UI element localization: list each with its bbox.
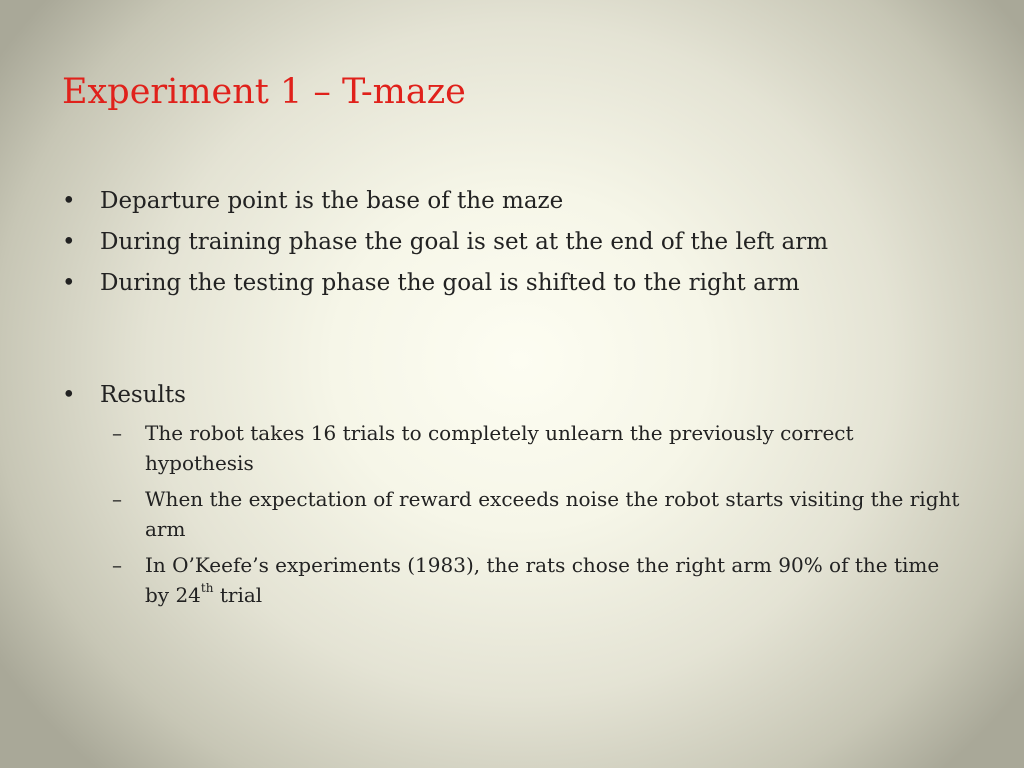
bullet-text: During training phase the goal is set at the end of the left arm xyxy=(100,229,829,255)
slide-title: Experiment 1 – T-maze xyxy=(62,72,466,112)
sub-bullet-text: The robot takes 16 trials to completely unlearn the previously correct hypothesis xyxy=(145,421,854,475)
okeefe-text-end: trial xyxy=(213,583,263,607)
sub-bullet-item xyxy=(112,484,982,544)
bullet-marker: • xyxy=(62,270,76,296)
bullet-item xyxy=(62,186,982,216)
sub-bullet-text xyxy=(145,550,962,610)
results-sublist xyxy=(62,418,982,610)
sub-bullet-text: When the expectation of reward exceeds noise the robot starts visiting the right arm xyxy=(145,487,960,541)
bullet-list xyxy=(62,186,982,616)
sub-bullet-marker: – xyxy=(112,553,122,577)
okeefe-text: In O’Keefe’s experiments (1983), the rats chose the right arm 90% of the time by 24 xyxy=(145,553,940,607)
bullet-item-results xyxy=(62,380,982,410)
results-sublist-wrapper xyxy=(62,418,982,610)
sub-bullet-item xyxy=(112,550,982,610)
sub-bullet-marker: – xyxy=(112,421,122,445)
bullet-item xyxy=(62,268,982,298)
bullet-text: Departure point is the base of the maze xyxy=(100,188,564,214)
sub-bullet-marker: – xyxy=(112,487,122,511)
results-heading: Results xyxy=(100,382,186,408)
ordinal-superscript: th xyxy=(200,581,214,596)
bullet-marker: • xyxy=(62,382,76,408)
bullet-marker: • xyxy=(62,229,76,255)
bullet-marker: • xyxy=(62,188,76,214)
sub-bullet-item xyxy=(112,418,982,478)
bullet-text: During the testing phase the goal is shifted to the right arm xyxy=(100,270,800,296)
bullet-item xyxy=(62,227,982,257)
